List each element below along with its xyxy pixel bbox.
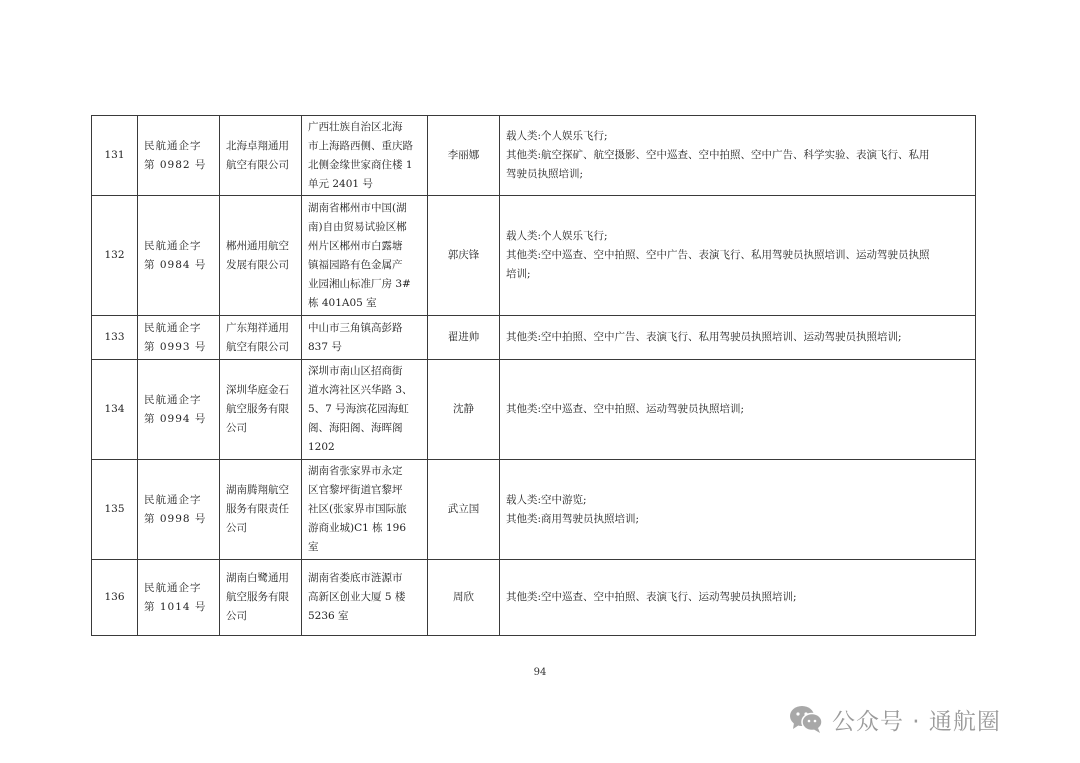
cell-address-line: 社区(张家界市国际旅	[308, 503, 407, 515]
cell-company-name-line: 公司	[226, 610, 247, 622]
cell-address-line: 州片区郴州市白露塘	[308, 239, 403, 252]
table-row	[92, 116, 976, 196]
cell-legal-representative: 沈静	[428, 360, 500, 460]
cell-company-name-line: 航空服务有限	[226, 403, 289, 415]
cell-company-name-line: 郴州通用航空	[226, 239, 289, 252]
cell-address-line: 道水湾社区兴华路 3、	[308, 384, 413, 396]
cell-license-number-line: 民航通企字	[144, 393, 202, 406]
cell-license-number-line: 民航通企字	[144, 321, 202, 334]
cell-business-scope-line: 载人类:个人娱乐飞行;	[506, 130, 608, 142]
cell-address-line: 单元 2401 号	[308, 177, 373, 190]
table-row	[92, 460, 976, 560]
cell-address-line: 湖南省娄底市涟源市	[308, 572, 403, 584]
cell-company-name-line: 发展有限公司	[226, 258, 289, 271]
cell-address-line: 湖南省张家界市永定	[308, 465, 403, 477]
cell-address	[302, 560, 428, 636]
table-row	[92, 316, 976, 360]
cell-address-line: 深圳市南山区招商街	[308, 365, 403, 377]
cell-address-line: 5236 室	[308, 610, 349, 622]
cell-company-name-line: 广东翔祥通用	[226, 321, 289, 334]
cell-business-scope	[500, 360, 976, 460]
cell-address-line: 区官黎坪街道官黎坪	[308, 484, 403, 496]
cell-company-name	[220, 360, 302, 460]
cell-license-number	[138, 460, 220, 560]
cell-license-number-line: 民航通企字	[144, 493, 202, 506]
cell-company-name-line: 湖南白鹭通用	[226, 572, 289, 584]
cell-business-scope	[500, 316, 976, 360]
cell-license-number	[138, 360, 220, 460]
cell-business-scope-line: 载人类:空中游览;	[506, 493, 587, 506]
cell-index: 133	[92, 316, 138, 360]
cell-address-line: 广西壮族自治区北海	[308, 120, 403, 133]
enterprise-registry-table	[91, 115, 976, 636]
cell-index: 134	[92, 360, 138, 460]
table-body	[92, 116, 976, 636]
cell-legal-representative: 李丽娜	[428, 116, 500, 196]
cell-license-number-line: 第 0984 号	[144, 258, 207, 271]
cell-address-line: 市上海路西侧、重庆路	[308, 139, 413, 152]
cell-license-number-line: 第 0998 号	[144, 512, 207, 525]
cell-business-scope	[500, 560, 976, 636]
cell-address-line: 837 号	[308, 340, 342, 353]
cell-address-line: 北侧金缘世家商住楼 1	[308, 158, 413, 171]
cell-index: 135	[92, 460, 138, 560]
cell-business-scope	[500, 116, 976, 196]
cell-legal-representative: 郭庆锋	[428, 196, 500, 316]
cell-address-line: 1202	[308, 441, 335, 453]
cell-license-number-line: 民航通企字	[144, 139, 202, 152]
cell-business-scope-line: 培训;	[506, 268, 531, 280]
wechat-icon	[788, 704, 824, 734]
cell-address-line: 业园湘山标准厂房 3#	[308, 277, 411, 290]
cell-license-number	[138, 116, 220, 196]
table-row	[92, 196, 976, 316]
cell-company-name	[220, 560, 302, 636]
table-row	[92, 360, 976, 460]
cell-license-number-line: 第 0994 号	[144, 412, 207, 425]
cell-legal-representative: 翟进帅	[428, 316, 500, 360]
cell-business-scope-line: 其他类:空中拍照、空中广告、表演飞行、私用驾驶员执照培训、运动驾驶员执照培训;	[506, 331, 902, 343]
cell-business-scope	[500, 460, 976, 560]
cell-address	[302, 460, 428, 560]
cell-license-number-line: 第 0993 号	[144, 340, 207, 353]
cell-address-line: 湖南省郴州市中国(湖	[308, 201, 407, 214]
cell-business-scope-line: 其他类:航空探矿、航空摄影、空中巡查、空中拍照、空中广告、科学实验、表演飞行、私用	[506, 149, 930, 161]
cell-legal-representative: 武立国	[428, 460, 500, 560]
cell-address-line: 5、7 号海滨花园海虹	[308, 403, 409, 415]
cell-business-scope-line: 其他类:空中巡查、空中拍照、运动驾驶员执照培训;	[506, 403, 745, 415]
cell-address-line: 镇福园路有色金属产	[308, 258, 403, 271]
cell-address	[302, 360, 428, 460]
cell-business-scope-line: 驾驶员执照培训;	[506, 168, 584, 180]
cell-company-name-line: 公司	[226, 522, 247, 534]
cell-address-line: 栋 401A05 室	[308, 296, 377, 309]
watermark	[788, 703, 1001, 735]
cell-legal-representative: 周欣	[428, 560, 500, 636]
cell-license-number-line: 民航通企字	[144, 239, 202, 252]
cell-company-name-line: 湖南腾翔航空	[226, 484, 289, 496]
cell-license-number	[138, 196, 220, 316]
cell-business-scope-line: 其他类:空中巡查、空中拍照、空中广告、表演飞行、私用驾驶员执照培训、运动驾驶员执照	[506, 249, 930, 261]
cell-index: 136	[92, 560, 138, 636]
cell-address	[302, 116, 428, 196]
cell-company-name-line: 公司	[226, 422, 247, 434]
cell-company-name-line: 北海卓翔通用	[226, 139, 289, 152]
cell-index: 131	[92, 116, 138, 196]
cell-license-number	[138, 316, 220, 360]
cell-company-name	[220, 316, 302, 360]
cell-license-number	[138, 560, 220, 636]
cell-address-line: 高新区创业大厦 5 楼	[308, 591, 406, 603]
table-row	[92, 560, 976, 636]
cell-address-line: 室	[308, 541, 319, 553]
watermark-text: 公众号 · 通航圈	[832, 708, 1001, 735]
cell-index: 132	[92, 196, 138, 316]
cell-address-line: 游商业城)C1 栋 196	[308, 522, 407, 534]
cell-address	[302, 196, 428, 316]
cell-license-number-line: 第 0982 号	[144, 158, 207, 171]
cell-company-name-line: 航空有限公司	[226, 340, 289, 353]
cell-company-name-line: 深圳华庭金石	[226, 384, 289, 396]
cell-company-name	[220, 116, 302, 196]
page-number: 94	[533, 667, 547, 678]
cell-company-name	[220, 460, 302, 560]
cell-license-number-line: 第 1014 号	[144, 600, 207, 613]
cell-address-line: 中山市三角镇高彭路	[308, 321, 403, 334]
cell-business-scope-line: 其他类:空中巡查、空中拍照、表演飞行、运动驾驶员执照培训;	[506, 591, 797, 603]
cell-business-scope-line: 载人类:个人娱乐飞行;	[506, 230, 608, 242]
cell-company-name	[220, 196, 302, 316]
cell-business-scope-line: 其他类:商用驾驶员执照培训;	[506, 512, 640, 525]
cell-company-name-line: 航空有限公司	[226, 158, 289, 171]
cell-address-line: 南)自由贸易试验区郴	[308, 220, 407, 233]
cell-business-scope	[500, 196, 976, 316]
cell-company-name-line: 服务有限责任	[226, 503, 289, 515]
cell-address-line: 阁、海阳阁、海晖阁	[308, 422, 403, 434]
cell-address	[302, 316, 428, 360]
cell-license-number-line: 民航通企字	[144, 581, 202, 594]
cell-company-name-line: 航空服务有限	[226, 591, 289, 603]
